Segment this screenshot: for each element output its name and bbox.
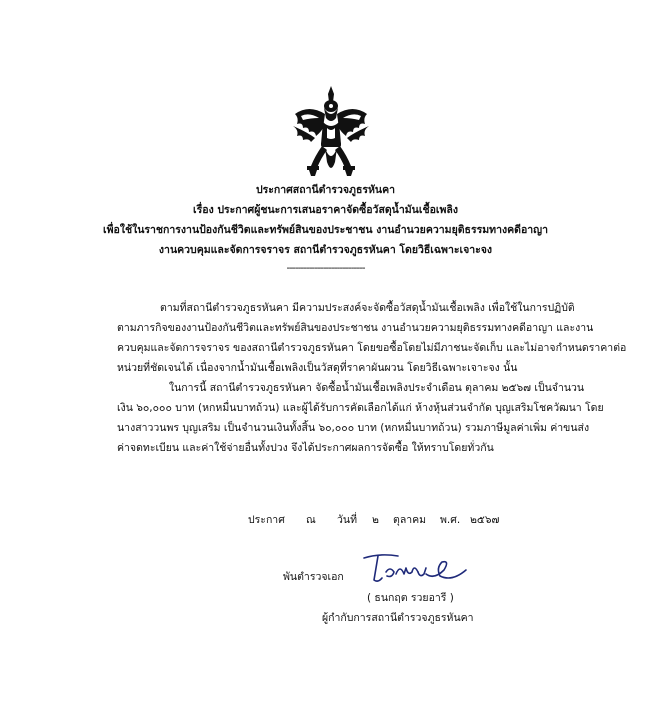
paragraph-1-line-1: ตามที่สถานีตำรวจภูธรหันคา มีความประสงค์จะจัดซื้อวัสดุน้ำมันเชื้อเพลิง เพื่อใช้ในการปฏิบัติ: [160, 302, 575, 314]
page-title: ประกาศสถานีตำรวจภูธรหันคา: [255, 184, 396, 196]
announce-label: ประกาศ: [248, 514, 285, 526]
paragraph-1-line-4: หน่วยที่ชัดเจนได้ เนื่องจากน้ำมันเชื้อเพลิงเป็นวัสดุที่ราคาผันผวน โดยวิธีเฉพาะเจาะจง นั้น: [117, 362, 518, 374]
paragraph-1-line-2: ตามภารกิจของงานป้องกันชีวิตและทรัพย์สินของประชาชน งานอำนวยความยุติธรรมทางคดีอาญา และงาน: [117, 322, 594, 334]
signer-position: ผู้กำกับการสถานีตำรวจภูธรหันคา: [322, 612, 474, 624]
signer-rank: พันตำรวจเอก: [283, 571, 344, 583]
announce-era: พ.ศ.: [440, 514, 461, 526]
subject-line: เรื่อง ประกาศผู้ชนะการเสนอราคาจัดซื้อวัสดุน้ำมันเชื้อเพลิง: [193, 204, 458, 216]
paragraph-1-line-3: ควบคุมและจัดการจราจร ของสถานีตำรวจภูธรหันคา โดยขอซื้อโดยไม่มีภาชนะจัดเก็บ และไม่อาจกำหนดราคาต่อ: [117, 342, 627, 354]
paragraph-2-line-4: ค่าจดทะเบียน และค่าใช้จ่ายอื่นทั้งปวง จึงได้ประกาศผลการจัดซื้อ ให้ทราบโดยทั่วกัน: [117, 442, 494, 454]
garuda-emblem-icon: [289, 84, 373, 180]
signer-name: ( ธนกฤต รวยอารี ): [367, 592, 454, 604]
announce-year: ๒๕๖๗: [470, 514, 500, 526]
paragraph-2-line-2: เงิน ๖๐,๐๐๐ บาท (หกหมื่นบาทถ้วน) และผู้ได้รับการคัดเลือกได้แก่ ห้างหุ้นส่วนจำกัด บุญเสริมโชควัฒนา โดย: [117, 402, 604, 414]
announce-day-label: วันที่: [337, 514, 357, 526]
announce-month: ตุลาคม: [393, 514, 427, 526]
header-divider: ----------------------------: [286, 262, 365, 274]
announce-day: ๒: [372, 514, 379, 526]
department-line: งานควบคุมและจัดการจราจร สถานีตำรวจภูธรหันคา โดยวิธีเฉพาะเจาะจง: [158, 244, 493, 256]
handwritten-signature: [360, 550, 470, 586]
announce-na: ณ: [306, 514, 316, 526]
purpose-line: เพื่อใช้ในราชการงานป้องกันชีวิตและทรัพย์สินของประชาชน งานอำนวยความยุติธรรมทางคดีอาญา: [103, 224, 548, 236]
paragraph-2-line-1: ในการนี้ สถานีตำรวจภูธรหันคา จัดซื้อน้ำมันเชื้อเพลิงประจำเดือน ตุลาคม ๒๕๖๗ เป็นจำนวน: [169, 382, 585, 394]
paragraph-2-line-3: นางสาววนพร บุญเสริม เป็นจำนวนเงินทั้งสิ้น ๖๐,๐๐๐ บาท (หกหมื่นบาทถ้วน) รวมภาษีมูลค่าเพิ่ม ค่าขนส่ง: [117, 422, 590, 434]
